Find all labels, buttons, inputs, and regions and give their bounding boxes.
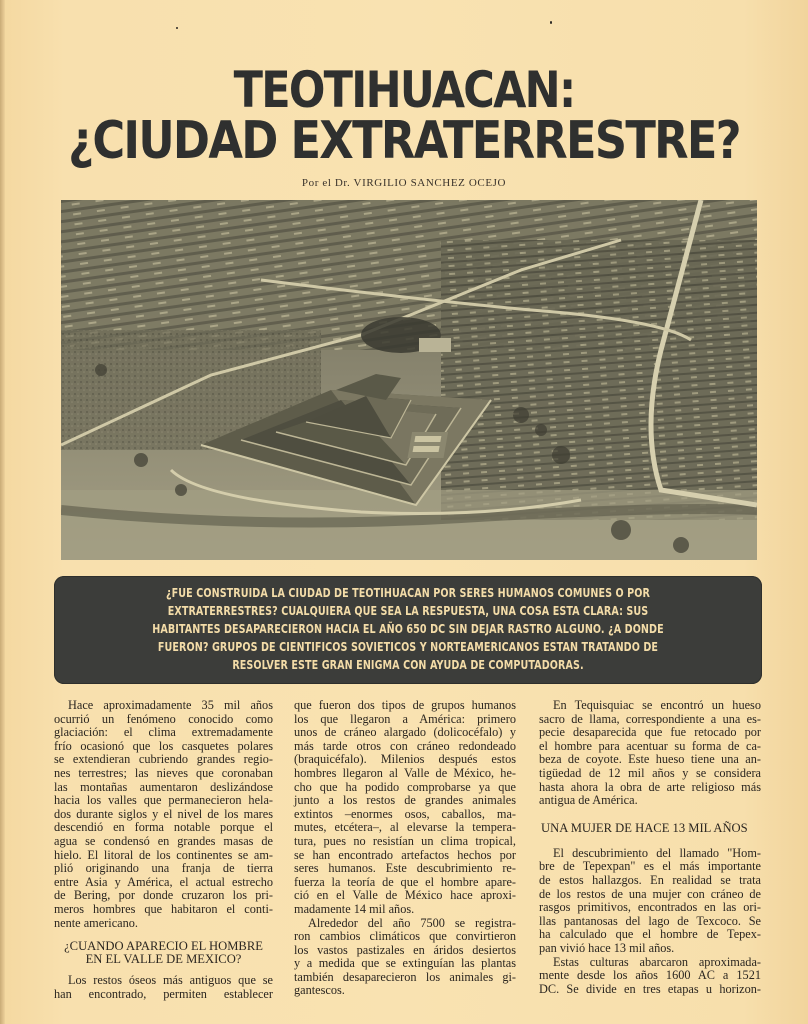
text-line: también desaparecieron los animales gi-	[294, 969, 516, 984]
text-line: han encontrado, permiten establecer	[54, 986, 273, 1001]
aerial-pyramid-photo	[61, 200, 757, 560]
text-line: Los restos óseos más antiguos que se	[68, 973, 273, 988]
intro-callout-text	[54, 584, 762, 674]
text-line: pan vivió hace 13 mil años.	[539, 940, 675, 955]
text-line: antigua de América.	[539, 793, 638, 808]
text-line: extintos –enormes osos, caballos, ma-	[294, 806, 516, 821]
text-line: sacro de llama, correspondiente a una es-	[539, 711, 761, 726]
text-line: frío ocasionó que los casquetes polares	[54, 738, 273, 753]
text-line: cho que ha podido comprobarse ya que	[294, 779, 516, 794]
paper-speck	[176, 27, 178, 29]
text-line: meros hombres que habitaron el conti-	[54, 901, 273, 916]
text-line: se han encontrado artefactos hechos por	[294, 847, 516, 862]
paragraph	[294, 917, 516, 999]
text-line: entre Asia y América, el actual estrecho	[54, 874, 273, 889]
text-line: y a medida que se extinguían las plantas	[294, 956, 516, 971]
text-line: glaciación: el clima extremadamente	[54, 725, 273, 740]
intro-callout-box	[54, 576, 762, 684]
article-byline: Por el Dr. VIRGILIO SANCHEZ OCEJO	[301, 177, 507, 189]
section-heading-valle-de-mexico	[54, 940, 273, 966]
text-line: El descubrimiento del llamado "Hom-	[553, 845, 761, 860]
text-line: los que llegaron a América: primero	[294, 711, 516, 726]
text-line: gantescos.	[294, 983, 345, 998]
text-line: unos de cráneo alargado (dolicocéfalo) y	[294, 725, 516, 740]
text-line: fuerza la teoría de que el hombre apare-	[294, 874, 516, 889]
text-line: madamente 14 mil años.	[294, 901, 415, 916]
callout-line: EXTRATERRESTRES? CUALQUIERA QUE SEA LA RESPUESTA, UNA COSA ESTA CLARA: SUS	[167, 603, 649, 618]
text-line: (braquicéfalo). Milenios después estos	[294, 752, 516, 767]
text-line: Alrededor del año 7500 se registra-	[308, 915, 516, 930]
text-line: ció en el Valle de México hace aproxi-	[294, 888, 516, 903]
text-line: mutes, etcétera–, al elevarse la tempera-	[294, 820, 516, 835]
text-line: agua se condensó en grandes masas de	[54, 833, 273, 848]
text-line: se extendieran cubriendo grandes regio-	[54, 752, 273, 767]
text-line: dos durante siglos y el nivel de los mares	[54, 806, 273, 821]
text-line: plió originando una franja de tierra	[54, 861, 273, 876]
paper-speck	[550, 21, 552, 24]
paragraph	[54, 974, 273, 1001]
text-line: junto a los restos de grandes animales	[294, 793, 516, 808]
text-line: pecie desaparecida que fue retocado por	[539, 725, 761, 740]
text-line: Hace aproximadamente 35 mil años	[68, 698, 273, 712]
text-line: En Tequisquiac se encontró un hueso	[553, 698, 761, 712]
text-line: rasgos primitivos, encontrados en las ori-	[539, 900, 761, 915]
text-line: tigüedad de 12 mil años y se considera	[539, 765, 761, 780]
text-line: nes terrestres; las nieves que coronaban	[54, 765, 273, 780]
heading-line: ¿CUANDO APARECIO EL HOMBRE	[64, 939, 263, 954]
callout-line: RESOLVER ESTE GRAN ENIGMA CON AYUDA DE COMPUTADORAS.	[232, 657, 584, 672]
text-line: bre de Tepexpan" es el más importante	[539, 859, 761, 874]
text-line: Estas culturas abarcaron aproximada-	[553, 954, 761, 969]
article-title-line-2: ¿CIUDAD EXTRATERRESTRE?	[68, 111, 740, 171]
text-line: descendió en forma notable porque el	[54, 820, 273, 835]
text-line: hasta ahora la obra de arte religioso más	[539, 779, 761, 794]
text-line: beza de coyote. Este hueso tiene una an-	[539, 752, 761, 767]
text-column-3	[539, 699, 761, 996]
callout-line: HABITANTES DESAPARECIERON HACIA EL AÑO 650 DC SIN DEJAR RASTRO ALGUNO. ¿A DONDE	[152, 621, 664, 636]
text-line: seres humanos. Este descubrimiento re-	[294, 861, 516, 876]
text-line: más tarde otros con cráneo redondeado	[294, 738, 516, 753]
text-line: hombres llegaron al Valle de México, he-	[294, 765, 516, 780]
text-line: ha calculado que el hombre de Tepex-	[539, 927, 761, 942]
page-binding-edge	[0, 0, 5, 1024]
paragraph	[294, 699, 516, 917]
text-line: las montañas aumentaron deslizándose	[54, 779, 273, 794]
callout-line: FUERON? GRUPOS DE CIENTIFICOS SOVIETICOS Y NORTEAMERICANOS ESTAN TRATANDO DE	[157, 639, 659, 654]
text-line: mente desde los años 1600 AC a 1521	[539, 968, 761, 983]
section-heading-mujer-13-mil-anos: UNA MUJER DE HACE 13 MIL AÑOS	[541, 820, 748, 835]
text-line: de los restos de una mujer con cráneo de	[539, 886, 761, 901]
callout-line: ¿FUE CONSTRUIDA LA CIUDAD DE TEOTIHUACAN POR SERES HUMANOS COMUNES O POR	[166, 585, 650, 600]
heading-line: EN EL VALLE DE MEXICO?	[85, 952, 242, 967]
text-line: ocurrió un fenómeno conocido como	[54, 711, 273, 726]
text-line: DC. Se divide en tres etapas u horizon-	[539, 981, 761, 996]
text-line: los vastos pastizales en áridos desiertos	[294, 942, 516, 957]
text-column-2	[294, 699, 516, 998]
pyramid-photo-illustration	[61, 200, 757, 560]
text-line: hielo. El litoral de los continentes se am-	[54, 847, 273, 862]
text-line: llas pantanosas del lago de Texcoco. Se	[539, 913, 761, 928]
text-line: tura, pues no resistían un clima tropical,	[294, 833, 516, 848]
text-line: nente americano.	[54, 915, 138, 930]
text-line: de estos hallazgos. En realidad se trata	[539, 872, 761, 887]
paragraph	[539, 847, 761, 956]
paragraph	[539, 956, 761, 997]
text-line: hacia los valles que permanecieron hela-	[54, 793, 273, 808]
article-title-line-1: TEOTIHUACAN:	[233, 61, 575, 119]
text-line: que fueron dos tipos de grupos humanos	[294, 698, 516, 712]
paragraph	[54, 699, 273, 930]
paragraph	[539, 699, 761, 808]
text-line: de Bering, por donde cruzaron los pri-	[54, 888, 273, 903]
text-line: ron cambios climáticos que convirtieron	[294, 929, 516, 944]
text-column-1	[54, 699, 273, 1001]
text-line: el hombre para acentuar su forma de ca-	[539, 738, 761, 753]
